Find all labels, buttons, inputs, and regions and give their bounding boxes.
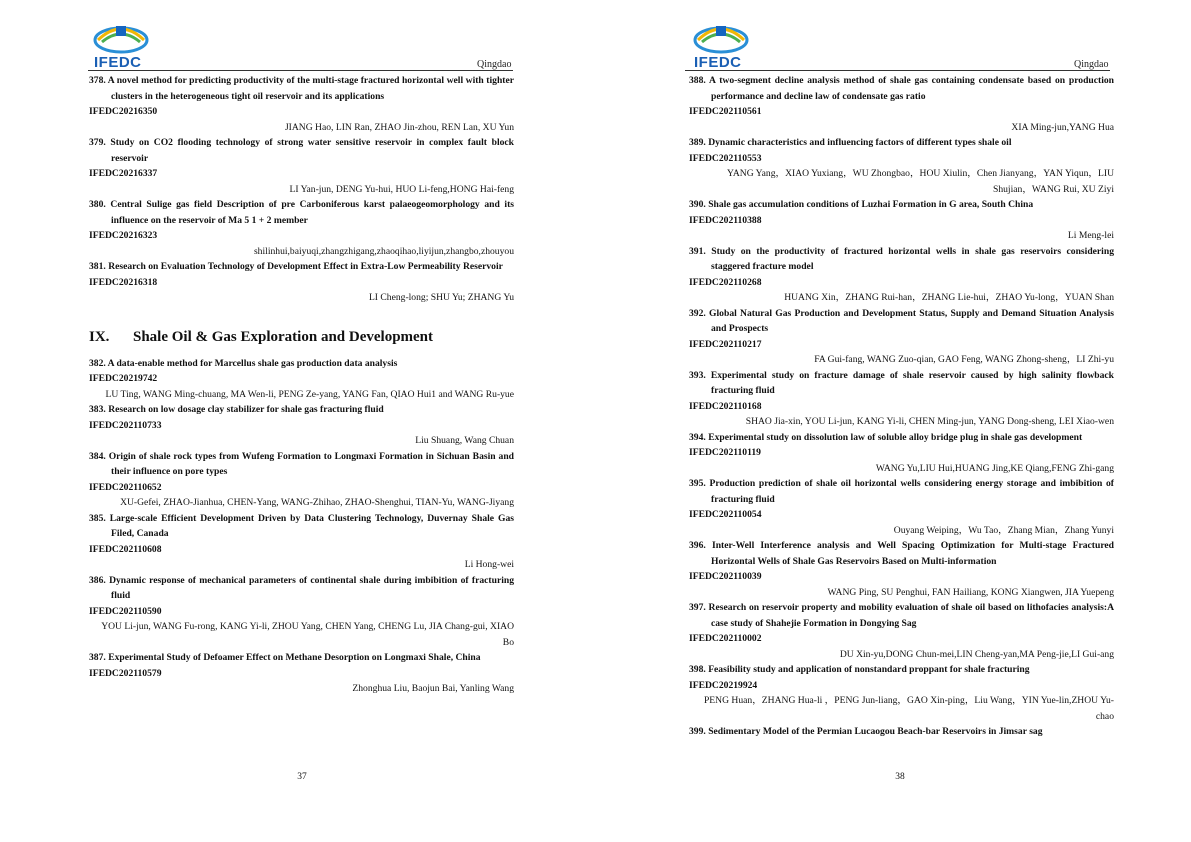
entry-code: IFEDC202110054 <box>689 509 762 520</box>
page-number: 37 <box>297 772 307 782</box>
entry-authors: FA Gui-fang, WANG Zuo-qian, GAO Feng, WANG Zhong-sheng，LI Zhi-yu <box>814 354 1114 365</box>
abstract-entry <box>689 724 1114 740</box>
abstract-entry <box>89 449 514 511</box>
abstract-entry <box>89 402 514 449</box>
entry-title: 378. A novel method for predicting productivity of the multi-stage fractured horizontal well with tighter clusters in the heterogeneous tight oil reservoir and its applications <box>89 75 514 102</box>
entry-title: 387. Experimental Study of Defoamer Effect on Methane Desorption on Longmaxi Shale, China <box>89 652 481 663</box>
abstract-entry <box>689 197 1114 244</box>
abstract-entry <box>89 73 514 135</box>
entry-authors: Li Meng-lei <box>1067 230 1114 241</box>
ifedc-logo <box>692 18 762 71</box>
entry-title: 383. Research on low dosage clay stabilizer for shale gas fracturing fluid <box>89 404 384 415</box>
right-page <box>596 0 1191 842</box>
right-content <box>689 73 1114 740</box>
entry-authors: LU Ting, WANG Ming-chuang, MA Wen-li, PENG Ze-yang, YANG Fan, QIAO Hui1 and WANG Ru-yue <box>105 388 514 400</box>
abstract-entry <box>89 197 514 259</box>
abstract-entry <box>89 259 514 306</box>
entry-code: IFEDC202110733 <box>89 419 162 431</box>
entry-title: 394. Experimental study on dissolution law of soluble alloy bridge plug in shale gas development <box>689 431 1083 443</box>
header-city: Qingdao <box>477 59 512 70</box>
entry-code: IFEDC20216323 <box>89 230 158 241</box>
entry-authors: PENG Huan，ZHANG Hua-li ，PENG Jun-liang，GAO Xin-ping，Liu Wang，YIN Yue-lin,ZHOU Yu-chao <box>703 695 1114 722</box>
entry-authors: DU Xin-yu,DONG Chun-mei,LIN Cheng-yan,MA Peng-jie,LI Gui-ang <box>839 648 1114 660</box>
abstract-entry <box>89 573 514 651</box>
entry-authors: Liu Shuang, Wang Chuan <box>415 435 514 446</box>
abstract-entry <box>689 662 1114 724</box>
entry-code: IFEDC20219924 <box>689 679 758 691</box>
logo-text: IFEDC <box>94 54 142 71</box>
section-number: IX. <box>89 328 110 345</box>
entry-authors: YANG Yang，XIAO Yuxiang，WU Zhongbao，HOU Xiulin，Chen Jianyang，YAN Yiqun，LIU Shujian，WANG Rui, XU Ziyi <box>726 168 1114 195</box>
entry-authors: WANG Yu,LIU Hui,HUANG Jing,KE Qiang,FENG Zhi-gang <box>875 462 1114 474</box>
entry-code: IFEDC20216350 <box>89 106 158 117</box>
entry-code: IFEDC202110168 <box>689 400 762 412</box>
entry-authors: LI Cheng-long; SHU Yu; ZHANG Yu <box>368 292 514 303</box>
entry-authors: Li Hong-wei <box>464 559 514 570</box>
entry-title: 380. Central Sulige gas field Description of pre Carboniferous karst palaeogeomorphology and its influence on the reservoir of Ma 5 1 + 2 member <box>89 199 514 226</box>
entry-authors: SHAO Jia-xin, YOU Li-jun, KANG Yi-li, CHEN Ming-jun, YANG Dong-sheng, LEI Xiao-wen <box>745 416 1114 427</box>
entry-code: IFEDC20216337 <box>89 168 158 179</box>
entry-title: 388. A two-segment decline analysis method of shale gas containing condensate based on production performance and decline law of condensate gas ratio <box>689 75 1114 102</box>
entry-title: 381. Research on Evaluation Technology of Development Effect in Extra-Low Permeability Reservoir <box>89 261 503 272</box>
entry-authors: JIANG Hao, LIN Ran, ZHAO Jin-zhou, REN Lan, XU Yun <box>284 121 514 133</box>
logo-emblem-icon <box>692 18 750 54</box>
entry-code: IFEDC202110217 <box>689 338 762 350</box>
abstract-entry <box>689 135 1114 197</box>
abstract-entry <box>689 306 1114 368</box>
logo-text: IFEDC <box>694 54 742 71</box>
header-city: Qingdao <box>1074 59 1109 70</box>
left-content <box>89 73 514 697</box>
section-heading <box>89 328 514 346</box>
entry-code: IFEDC202110579 <box>89 667 162 679</box>
entry-title: 379. Study on CO2 flooding technology of strong water sensitive reservoir in complex fault block reservoir <box>89 137 514 164</box>
entry-code: IFEDC202110590 <box>89 605 162 617</box>
ifedc-logo <box>92 18 162 71</box>
entry-code: IFEDC202110608 <box>89 543 162 555</box>
abstract-entry <box>689 73 1114 135</box>
entry-title: 392. Global Natural Gas Production and Development Status, Supply and Demand Situation Analysis and Prospects <box>689 307 1114 334</box>
entry-code: IFEDC202110119 <box>689 447 761 458</box>
entry-authors: Zhonghua Liu, Baojun Bai, Yanling Wang <box>352 683 514 694</box>
entry-title: 398. Feasibility study and application of nonstandard proppant for shale fracturing <box>689 664 1030 675</box>
entry-code: IFEDC202110268 <box>689 276 762 288</box>
abstract-entry <box>689 244 1114 306</box>
entry-authors: HUANG Xin，ZHANG Rui-han，ZHANG Lie-hui，ZHAO Yu-long，YUAN Shan <box>784 292 1114 303</box>
entry-code: IFEDC20216318 <box>89 276 158 288</box>
abstract-entry <box>689 538 1114 600</box>
entry-code: IFEDC202110388 <box>689 214 762 226</box>
section-title: Shale Oil & Gas Exploration and Development <box>133 328 434 345</box>
abstract-entry <box>689 368 1114 430</box>
entry-title: 399. Sedimentary Model of the Permian Lucaogou Beach-bar Reservoirs in Jimsar sag <box>689 726 1043 737</box>
entry-code: IFEDC202110553 <box>689 152 762 164</box>
abstract-entry <box>689 600 1114 662</box>
entry-authors: Ouyang Weiping，Wu Tao，Zhang Mian，Zhang Yunyi <box>893 524 1114 536</box>
entry-title: 385. Large-scale Efficient Development Driven by Data Clustering Technology, Duvernay Shale Gas Filed, Canada <box>89 512 514 539</box>
abstract-entry <box>89 511 514 573</box>
page-number: 38 <box>895 772 905 782</box>
entry-title: 382. A data-enable method for Marcellus shale gas production data analysis <box>89 357 398 369</box>
entry-code: IFEDC20219742 <box>89 373 158 384</box>
entry-authors: LI Yan-jun, DENG Yu-hui, HUO Li-feng,HONG Hai-feng <box>289 183 514 195</box>
entry-authors: XIA Ming-jun,YANG Hua <box>1011 121 1114 133</box>
entry-authors: YOU Li-jun, WANG Fu-rong, KANG Yi-li, ZHOU Yang, CHEN Yang, CHENG Lu, JIA Chang-gui, XIAO Bo <box>101 621 514 648</box>
entry-title: 384. Origin of shale rock types from Wufeng Formation to Longmaxi Formation in Sichuan Basin and their influence on pore types <box>89 450 514 477</box>
entry-list <box>689 73 1114 740</box>
abstract-entry <box>689 430 1114 477</box>
entry-code: IFEDC202110652 <box>89 481 162 493</box>
entry-authors: WANG Ping, SU Penghui, FAN Hailiang, KONG Xiangwen, JIA Yuepeng <box>827 586 1114 598</box>
entry-title: 389. Dynamic characteristics and influencing factors of different types shale oil <box>689 137 1012 148</box>
entry-title: 391. Study on the productivity of fractured horizontal wells in shale gas reservoirs considering staggered fracture model <box>689 245 1114 272</box>
entry-list <box>89 356 514 697</box>
entry-title: 390. Shale gas accumulation conditions of Luzhai Formation in G area, South China <box>689 199 1034 210</box>
left-page <box>0 0 595 842</box>
entry-code: IFEDC202110039 <box>689 571 762 582</box>
header-rule <box>88 70 513 71</box>
entry-code: IFEDC202110002 <box>689 633 762 644</box>
entry-title: 395. Production prediction of shale oil horizontal wells considering energy storage and imbibition of fracturing fluid <box>689 478 1114 505</box>
entry-code: IFEDC202110561 <box>689 106 762 117</box>
entry-title: 393. Experimental study on fracture damage of shale reservoir caused by high salinity flowback fracturing fluid <box>689 369 1114 396</box>
entry-title: 396. Inter-Well Interference analysis and Well Spacing Optimization for Multi-stage Fractured Horizontal Wells of Shale Gas Reservoirs Based on Multi-information <box>689 540 1114 567</box>
abstract-entry <box>89 135 514 197</box>
entry-authors: XU-Gefei, ZHAO-Jianhua, CHEN-Yang, WANG-Zhihao, ZHAO-Shenghui, TIAN-Yu, WANG-Jiyang <box>120 497 514 508</box>
entry-title: 397. Research on reservoir property and mobility evaluation of shale oil based on lithofacies analysis:A case study of Shahejie Formation in Dongying Sag <box>689 602 1114 629</box>
entry-title: 386. Dynamic response of mechanical parameters of continental shale during imbibition of fracturing fluid <box>89 574 514 601</box>
entry-authors: shilinhui,baiyuqi,zhangzhigang,zhaoqihao,liyijun,zhangbo,zhouyou <box>253 245 514 257</box>
logo-emblem-icon <box>92 18 150 54</box>
abstract-entry <box>89 650 514 697</box>
abstract-entry <box>689 476 1114 538</box>
entry-list <box>89 73 514 306</box>
abstract-entry <box>89 356 514 403</box>
header-rule <box>685 70 1110 71</box>
